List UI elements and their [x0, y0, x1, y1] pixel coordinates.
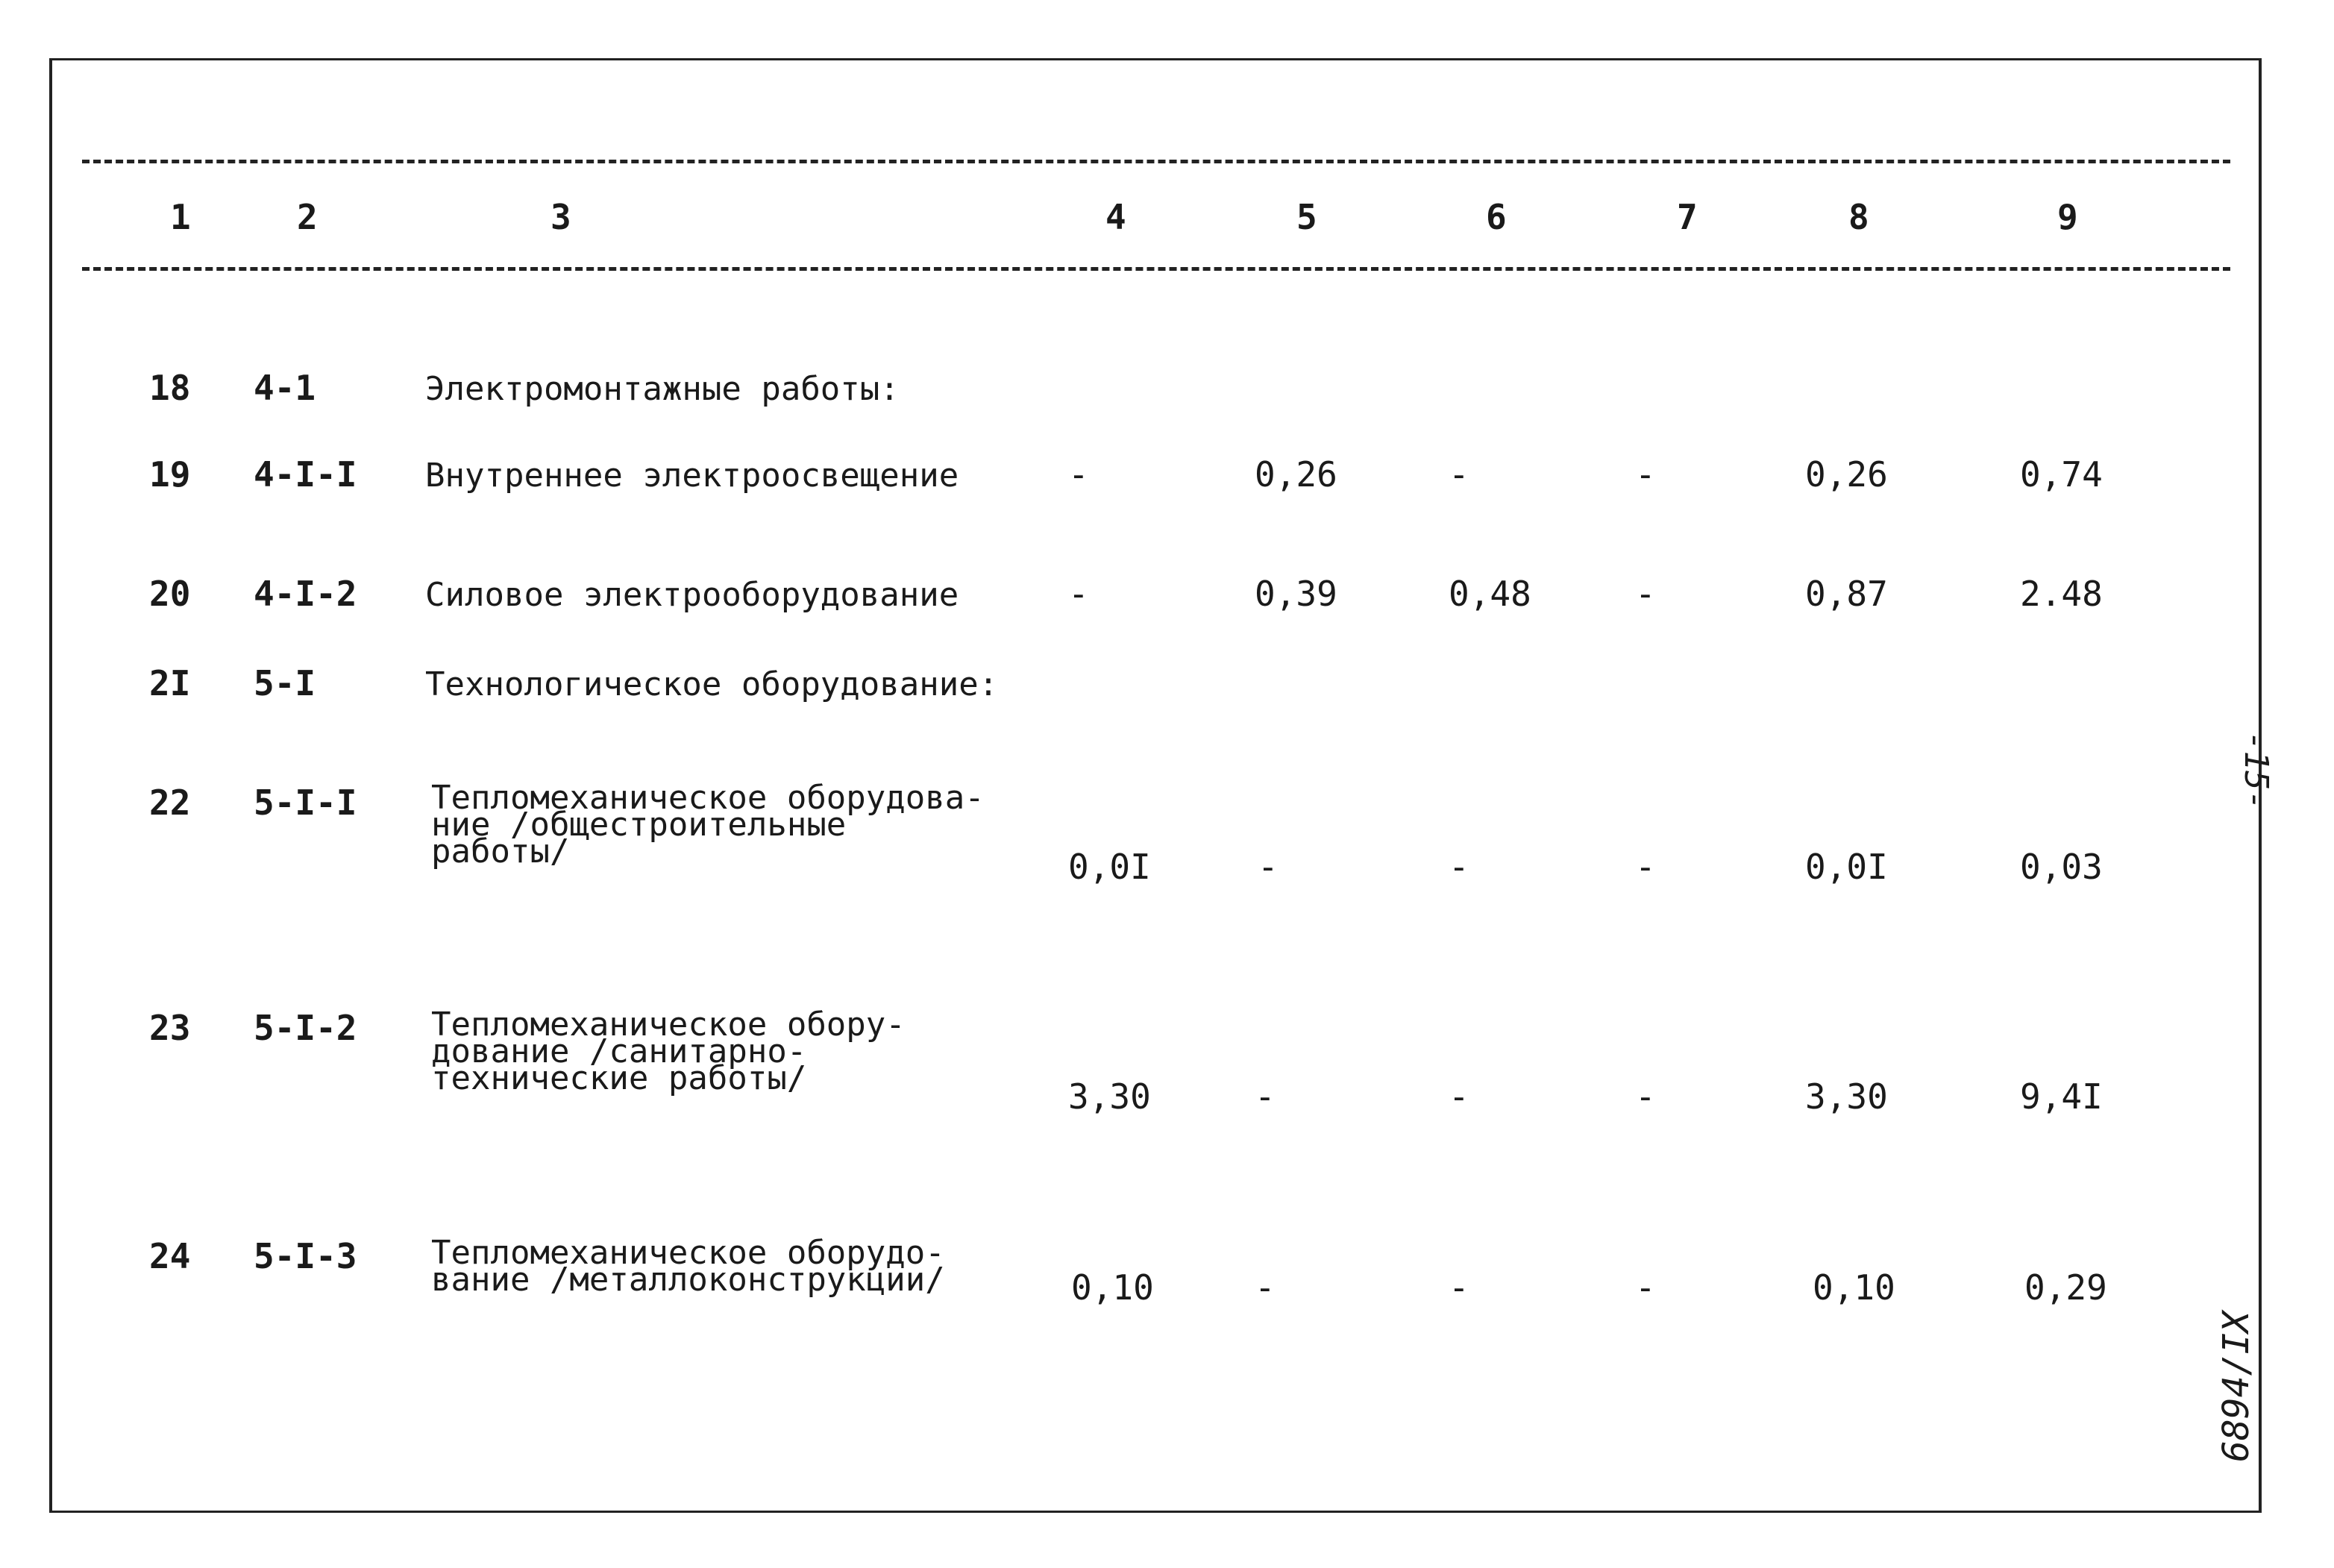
row-name: Тепломеханическое оборудова- ние /общестроительные работы/	[431, 779, 985, 871]
col-header-3: 3	[550, 197, 571, 237]
row-code: 4-I-2	[254, 574, 357, 614]
header-rule-top	[82, 160, 2230, 163]
cell-col5: -	[1258, 847, 1279, 887]
col-header-4: 4	[1105, 197, 1126, 237]
row-number: 2I	[149, 663, 191, 703]
row-name: Электромонтажные работы:	[425, 370, 900, 408]
row-number: 18	[149, 368, 191, 408]
cell-col9: 0,29	[2024, 1267, 2107, 1308]
col-header-9: 9	[2057, 197, 2078, 237]
row-name: Тепломеханическое обору- дование /санитарно- технические работы/	[431, 1006, 906, 1097]
cell-col8: 0,0I	[1805, 847, 1888, 887]
cell-col9: 2.48	[2020, 574, 2103, 614]
col-header-1: 1	[170, 197, 191, 237]
cell-col6: -	[1449, 1267, 1469, 1308]
row-code: 5-I	[254, 663, 316, 703]
cell-col6: -	[1449, 847, 1469, 887]
cell-col5: -	[1255, 1267, 1276, 1308]
row-number: 24	[149, 1236, 191, 1276]
row-code: 5-I-I	[254, 783, 357, 823]
col-header-8: 8	[1848, 197, 1869, 237]
cell-col7: -	[1635, 847, 1656, 887]
row-name: Внутреннее электроосвещение	[425, 457, 959, 495]
cell-col8: 0,10	[1813, 1267, 1895, 1308]
cell-col7: -	[1635, 1076, 1656, 1117]
document-code: 6894/IX	[2215, 1311, 2257, 1462]
cell-col7: -	[1635, 574, 1656, 614]
cell-col6: -	[1449, 1076, 1469, 1117]
cell-col4: 0,10	[1071, 1267, 1154, 1308]
row-code: 4-I-I	[254, 454, 357, 495]
cell-col7: -	[1635, 454, 1656, 495]
cell-col9: 9,4I	[2020, 1076, 2103, 1117]
page-number: -15-	[2237, 731, 2275, 810]
cell-col5: 0,39	[1255, 574, 1337, 614]
header-rule-bottom	[82, 267, 2230, 271]
row-name: Технологическое оборудование:	[425, 665, 999, 703]
row-name: Силовое электрооборудование	[425, 576, 959, 614]
cell-col4: -	[1068, 574, 1089, 614]
row-number: 23	[149, 1008, 191, 1048]
cell-col4: 0,0I	[1068, 847, 1151, 887]
cell-col6: 0,48	[1449, 574, 1531, 614]
cell-col5: -	[1255, 1076, 1276, 1117]
row-number: 20	[149, 574, 191, 614]
col-header-7: 7	[1677, 197, 1698, 237]
col-header-2: 2	[297, 197, 318, 237]
cell-col4: 3,30	[1068, 1076, 1151, 1117]
cell-col7: -	[1635, 1267, 1656, 1308]
cell-col8: 0,26	[1805, 454, 1888, 495]
row-code: 4-1	[254, 368, 316, 408]
cell-col8: 0,87	[1805, 574, 1888, 614]
col-header-6: 6	[1486, 197, 1507, 237]
col-header-5: 5	[1296, 197, 1317, 237]
row-number: 22	[149, 783, 191, 823]
cell-col9: 0,74	[2020, 454, 2103, 495]
row-name: Тепломеханическое оборудо- вание /металлоконструкции/	[431, 1234, 945, 1299]
cell-col5: 0,26	[1255, 454, 1337, 495]
cell-col9: 0,03	[2020, 847, 2103, 887]
row-number: 19	[149, 454, 191, 495]
cell-col8: 3,30	[1805, 1076, 1888, 1117]
row-code: 5-I-3	[254, 1236, 357, 1276]
row-code: 5-I-2	[254, 1008, 357, 1048]
page-frame	[49, 58, 2262, 1513]
cell-col6: -	[1449, 454, 1469, 495]
cell-col4: -	[1068, 454, 1089, 495]
